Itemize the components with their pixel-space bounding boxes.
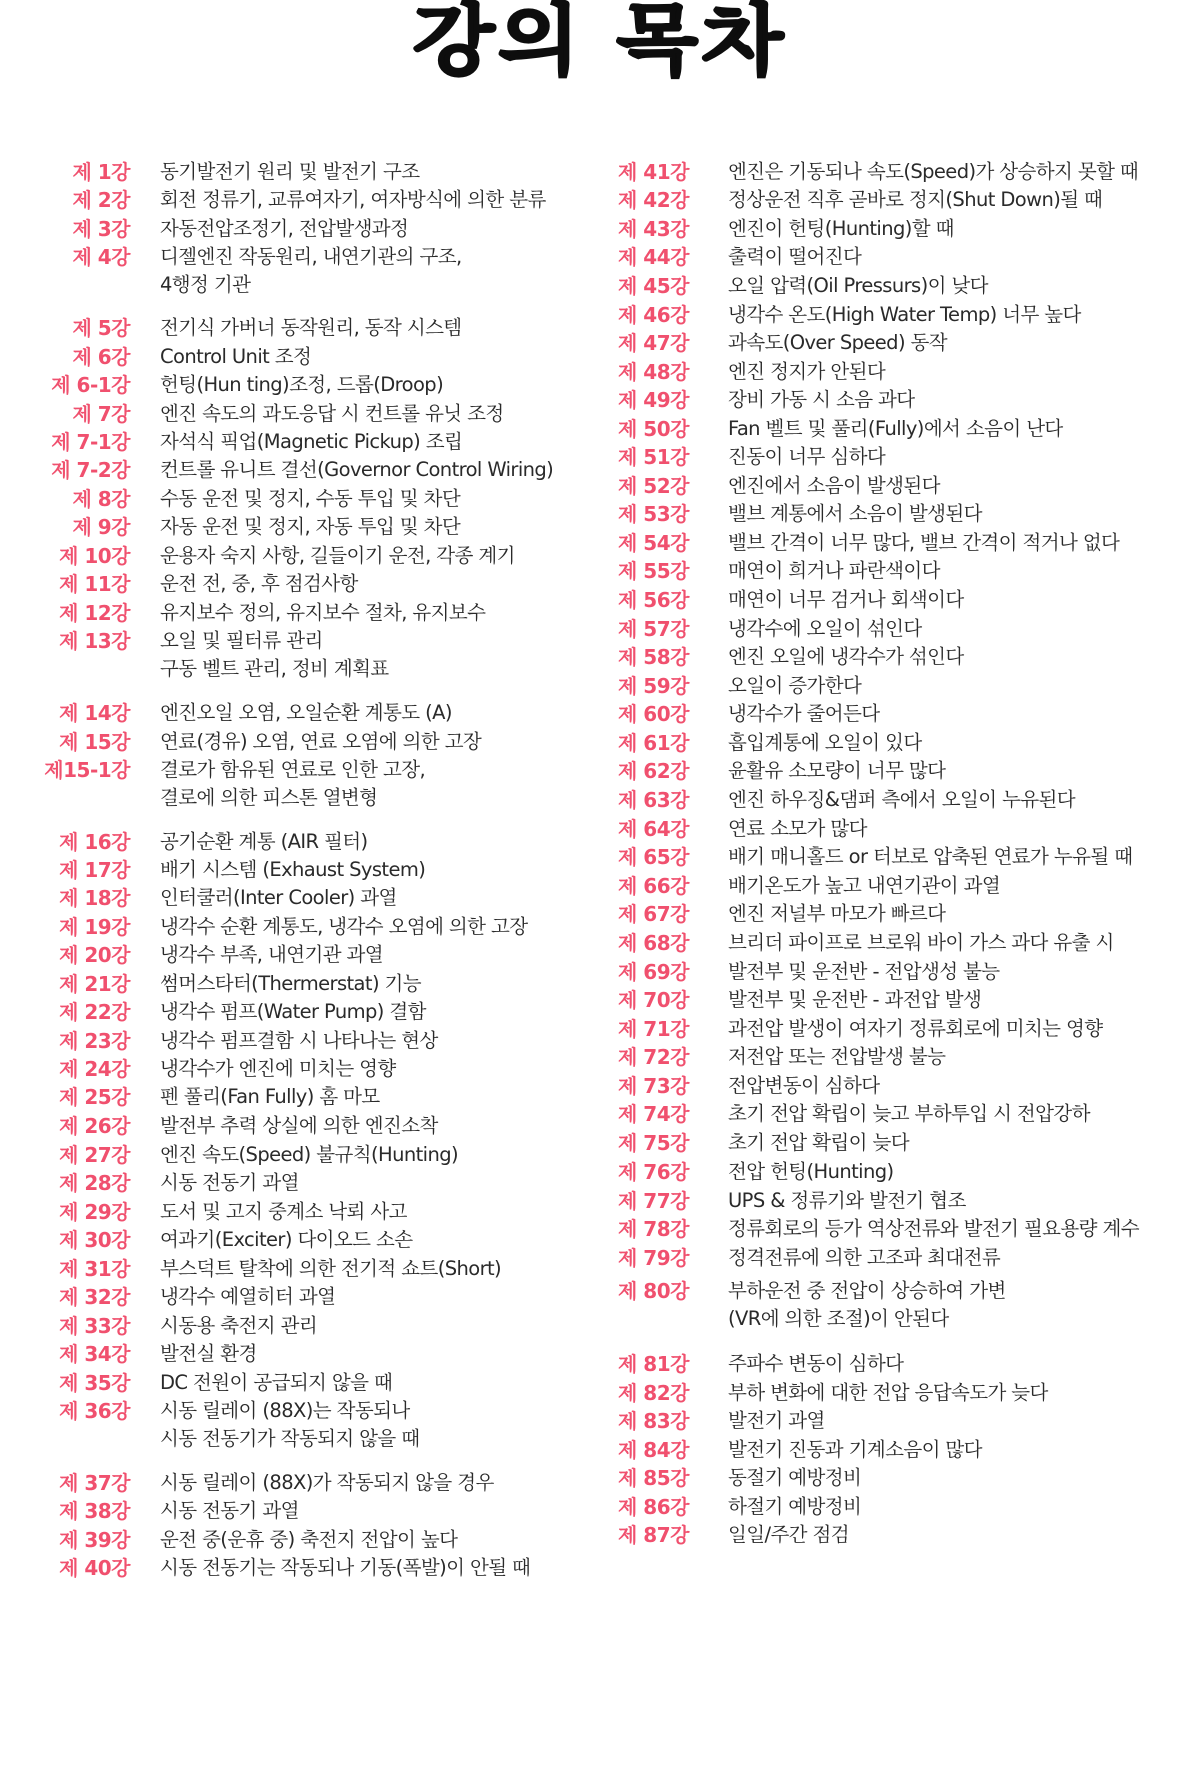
- lecture-title-line: 공기순환 계통 (AIR 필터): [160, 830, 368, 853]
- lecture-number: 제 5강: [72, 316, 130, 340]
- lecture-title: [728, 1407, 825, 1435]
- lecture-number: 제 34강: [59, 1342, 130, 1366]
- lecture-title-line: 시동 전동기가 작동되지 않을 때: [160, 1427, 420, 1450]
- lecture-title-line: 운용자 숙지 사항, 길들이기 운전, 각종 계기: [160, 544, 515, 567]
- lecture-title: [728, 986, 981, 1014]
- lecture-title: [728, 672, 861, 700]
- lecture-number: 제 57강: [618, 617, 689, 641]
- lecture-number: 제 24강: [59, 1057, 130, 1081]
- lecture-number: 제 44강: [618, 245, 689, 269]
- lecture-number: 제 56강: [618, 588, 689, 612]
- lecture-title-line: 초기 전압 확립이 늦고 부하투입 시 전압강하: [728, 1102, 1090, 1125]
- lecture-title-line: 과전압 발생이 여자기 정류회로에 미치는 영향: [728, 1017, 1103, 1040]
- lecture-title-line: 부스덕트 탈착에 의한 전기적 쇼트(Short): [160, 1257, 502, 1280]
- lecture-title: [160, 1397, 419, 1453]
- lecture-number: 제 55강: [618, 559, 689, 583]
- lecture-number: 제 50강: [618, 417, 689, 441]
- lecture-title: [728, 1521, 849, 1549]
- lecture-title: [160, 215, 408, 243]
- lecture-title-line: 결로가 함유된 연료로 인한 고장,: [160, 758, 426, 781]
- lecture-title: [160, 1497, 299, 1525]
- lecture-title: [160, 913, 527, 941]
- lecture-number: 제 28강: [59, 1171, 130, 1195]
- lecture-number: 제 67강: [618, 902, 689, 926]
- lecture-title: [728, 386, 915, 414]
- lecture-title-line: 시동 전동기는 작동되나 기동(폭발)이 안될 때: [160, 1556, 531, 1579]
- lecture-number: 제 49강: [618, 388, 689, 412]
- lecture-title-line: 냉각수에 오일이 섞인다: [728, 617, 922, 640]
- lecture-number: 제 22강: [59, 1000, 130, 1024]
- lecture-title-line: 엔진 속도(Speed) 불규칙(Hunting): [160, 1143, 458, 1166]
- lecture-title: [160, 970, 421, 998]
- lecture-number: 제 46강: [618, 303, 689, 327]
- lecture-number: 제 77강: [618, 1189, 689, 1213]
- lecture-number: 제 14강: [59, 701, 130, 725]
- lecture-title: [728, 1100, 1090, 1128]
- lecture-number: 제 37강: [59, 1471, 130, 1495]
- lecture-title-line: 동기발전기 원리 및 발전기 구조: [160, 160, 420, 183]
- lecture-title: [728, 1158, 894, 1186]
- lecture-title-line: 냉각수가 줄어든다: [728, 702, 880, 725]
- lecture-title-line: 엔진오일 오염, 오일순환 계통도 (A): [160, 701, 452, 724]
- lecture-title-line: 밸브 간격이 너무 많다, 밸브 간격이 적거나 없다: [728, 531, 1120, 554]
- lecture-title: [160, 728, 481, 756]
- lecture-title-line: 진동이 너무 심하다: [728, 445, 886, 468]
- lecture-title-line: 브리더 파이프로 브로워 바이 가스 과다 유출 시: [728, 931, 1114, 954]
- lecture-title-line: 발전기 진동과 기계소음이 많다: [728, 1438, 982, 1461]
- lecture-title-line: 운전 전, 중, 후 점검사항: [160, 572, 358, 595]
- lecture-title-line: 매연이 너무 검거나 회색이다: [728, 588, 964, 611]
- lecture-number: 제 58강: [618, 645, 689, 669]
- lecture-title: [728, 643, 964, 671]
- lecture-title: [728, 1493, 861, 1521]
- lecture-title: [728, 358, 885, 386]
- lecture-number: 제 42강: [618, 188, 689, 212]
- lecture-number: 제 19강: [59, 915, 130, 939]
- lecture-title: [728, 1215, 1139, 1243]
- lecture-title: [160, 1554, 530, 1582]
- lecture-title-line: 배기 시스템 (Exhaust System): [160, 858, 426, 881]
- lecture-title-line: 인터쿨러(Inter Cooler) 과열: [160, 886, 397, 909]
- lecture-title: [160, 1083, 380, 1111]
- lecture-number: 제 6강: [72, 345, 130, 369]
- lecture-title-line: 초기 전압 확립이 늦다: [728, 1131, 909, 1154]
- lecture-title: [728, 729, 922, 757]
- lecture-title-line: 냉각수 펌프결함 시 나타나는 현상: [160, 1029, 438, 1052]
- lecture-title: [728, 1436, 982, 1464]
- lecture-number: 제 48강: [618, 360, 689, 384]
- lecture-number: 제 81강: [618, 1352, 689, 1376]
- lecture-title: [160, 1226, 412, 1254]
- lecture-title-line: 윤활유 소모량이 너무 많다: [728, 759, 946, 782]
- lecture-title-line: 저전압 또는 전압발생 불능: [728, 1045, 946, 1068]
- lecture-number: 제 87강: [618, 1523, 689, 1547]
- lecture-number: 제 25강: [59, 1085, 130, 1109]
- lecture-number: 제 23강: [59, 1029, 130, 1053]
- lecture-title-line: 전기식 가버너 동작원리, 동작 시스템: [160, 316, 462, 339]
- lecture-number: 제15-1강: [44, 758, 130, 782]
- lecture-title-line: 발전부 추력 상실에 의한 엔진소착: [160, 1114, 438, 1137]
- lecture-number: 제 1강: [72, 160, 130, 184]
- lecture-number: 제 84강: [618, 1438, 689, 1462]
- lecture-title-line: 오일이 증가한다: [728, 674, 862, 697]
- lecture-number: 제 39강: [59, 1528, 130, 1552]
- lecture-title-line: 부하 변화에 대한 전압 응답속도가 늦다: [728, 1381, 1048, 1404]
- lecture-number: 제 29강: [59, 1200, 130, 1224]
- lecture-title: [728, 415, 1063, 443]
- lecture-title: [160, 1369, 392, 1397]
- lecture-title-line: 자동 운전 및 정지, 자동 투입 및 차단: [160, 515, 461, 538]
- lecture-title-line: 냉각수 펌프(Water Pump) 결함: [160, 1000, 426, 1023]
- lecture-title-line: 펜 풀리(Fan Fully) 홈 마모: [160, 1085, 380, 1108]
- lecture-title: [160, 1340, 257, 1368]
- lecture-number: 제 13강: [59, 629, 130, 653]
- lecture-number: 제 11강: [59, 572, 130, 596]
- lecture-number: 제 80강: [618, 1279, 689, 1303]
- lecture-title: [728, 272, 988, 300]
- lecture-title-line: 엔진이 헌팅(Hunting)할 때: [728, 217, 954, 240]
- lecture-title-line: 주파수 변동이 심하다: [728, 1352, 904, 1375]
- lecture-title: [160, 1255, 501, 1283]
- lecture-number: 제 64강: [618, 817, 689, 841]
- lecture-title: [728, 329, 947, 357]
- lecture-title-line: 구동 벨트 관리, 정비 계획표: [160, 657, 389, 680]
- lecture-title-line: 냉각수가 엔진에 미치는 영향: [160, 1057, 396, 1080]
- lecture-title: [728, 1129, 909, 1157]
- lecture-title: [160, 1055, 396, 1083]
- lecture-number: 제 18강: [59, 886, 130, 910]
- lecture-number: 제 72강: [618, 1045, 689, 1069]
- lecture-number: 제 30강: [59, 1228, 130, 1252]
- lecture-title-line: 과속도(Over Speed) 동작: [728, 331, 948, 354]
- lecture-title: [728, 1244, 1000, 1272]
- lecture-number: 제 9강: [72, 515, 130, 539]
- lecture-title-line: 하절기 예방정비: [728, 1495, 862, 1518]
- lecture-title-line: 발전기 과열: [728, 1409, 825, 1432]
- lecture-title-line: 여과기(Exciter) 다이오드 소손: [160, 1228, 413, 1251]
- lecture-number: 제 68강: [618, 931, 689, 955]
- lecture-title: [728, 529, 1119, 557]
- lecture-number: 제 33강: [59, 1314, 130, 1338]
- lecture-title: [728, 843, 1132, 871]
- lecture-title: [728, 472, 940, 500]
- lecture-title-line: 시동 릴레이 (88X)가 작동되지 않을 경우: [160, 1471, 494, 1494]
- lecture-number: 제 51강: [618, 445, 689, 469]
- lecture-title-line: 부하운전 중 전압이 상승하여 가변: [728, 1279, 1006, 1302]
- lecture-number: 제 7-2강: [51, 458, 130, 482]
- lecture-number: 제 36강: [59, 1399, 130, 1423]
- lecture-number: 제 41강: [618, 160, 689, 184]
- lecture-number: 제 73강: [618, 1074, 689, 1098]
- lecture-number: 제 43강: [618, 217, 689, 241]
- lecture-title-line: 정류회로의 등가 역상전류와 발전기 필요용량 계수: [728, 1217, 1139, 1240]
- lecture-title-line: 엔진에서 소음이 발생된다: [728, 474, 940, 497]
- lecture-title-line: DC 전원이 공급되지 않을 때: [160, 1371, 393, 1394]
- lecture-title: [160, 428, 462, 456]
- lecture-number: 제 59강: [618, 674, 689, 698]
- lecture-title-line: 오일 및 필터류 관리: [160, 629, 323, 652]
- lecture-title-line: 연료(경유) 오염, 연료 오염에 의한 고장: [160, 730, 482, 753]
- lecture-title-line: 유지보수 정의, 유지보수 절차, 유지보수: [160, 601, 486, 624]
- lecture-title-line: Fan 벨트 및 풀리(Fully)에서 소음이 난다: [728, 417, 1063, 440]
- lecture-title: [728, 301, 1081, 329]
- lecture-title: [160, 1469, 494, 1497]
- lecture-number: 제 6-1강: [51, 373, 130, 397]
- lecture-number: 제 8강: [72, 487, 130, 511]
- lecture-title-line: 시동 전동기 과열: [160, 1499, 299, 1522]
- lecture-title: [160, 1141, 458, 1169]
- lecture-title: [160, 314, 462, 342]
- lecture-title: [728, 1464, 861, 1492]
- lecture-title: [728, 872, 1000, 900]
- lecture-title: [160, 856, 425, 884]
- lecture-number: 제 82강: [618, 1381, 689, 1405]
- lecture-title: [728, 158, 1138, 186]
- lecture-number: 제 17강: [59, 858, 130, 882]
- lecture-title: [728, 700, 880, 728]
- lecture-number: 제 4강: [72, 245, 130, 269]
- lecture-number: 제 85강: [618, 1466, 689, 1490]
- lecture-title: [160, 1112, 438, 1140]
- lecture-number: 제 52강: [618, 474, 689, 498]
- lecture-number: 제 79강: [618, 1246, 689, 1270]
- lecture-title: [728, 586, 964, 614]
- lecture-number: 제 63강: [618, 788, 689, 812]
- lecture-title-line: 자석식 픽업(Magnetic Pickup) 조립: [160, 430, 463, 453]
- lecture-title-line: 배기온도가 높고 내연기관이 과열: [728, 874, 1001, 897]
- lecture-title: [160, 756, 425, 812]
- lecture-title: [160, 570, 358, 598]
- lecture-title: [160, 485, 460, 513]
- lecture-title: [728, 1072, 880, 1100]
- lecture-title: [728, 557, 940, 585]
- lecture-title-line: 썸머스타터(Thermerstat) 기능: [160, 972, 422, 995]
- lecture-title-line: 4행정 기관: [160, 273, 251, 296]
- lecture-title: [728, 1350, 903, 1378]
- lecture-number: 제 60강: [618, 702, 689, 726]
- lecture-number: 제 66강: [618, 874, 689, 898]
- page-title: 강의 목차: [413, 0, 787, 86]
- lecture-title-line: 엔진 하우징&댐퍼 측에서 오일이 누유된다: [728, 788, 1076, 811]
- lecture-title: [728, 1187, 966, 1215]
- lecture-title: [160, 884, 397, 912]
- lecture-title: [160, 627, 389, 683]
- lecture-title-line: 냉각수 예열히터 과열: [160, 1285, 336, 1308]
- lecture-title: [160, 1198, 407, 1226]
- lecture-number: 제 7강: [72, 402, 130, 426]
- lecture-title-line: 자동전압조정기, 전압발생과정: [160, 217, 409, 240]
- lecture-title: [160, 456, 553, 484]
- lecture-title: [160, 1526, 457, 1554]
- lecture-number: 제 78강: [618, 1217, 689, 1241]
- lecture-number: 제 10강: [59, 544, 130, 568]
- lecture-title-line: UPS & 정류기와 발전기 협조: [728, 1189, 966, 1212]
- lecture-number: 제 54강: [618, 531, 689, 555]
- lecture-title-line: 엔진 저널부 마모가 빠르다: [728, 902, 946, 925]
- lecture-title-line: 연료 소모가 많다: [728, 817, 867, 840]
- lecture-title-line: 회전 정류기, 교류여자기, 여자방식에 의한 분류: [160, 188, 546, 211]
- lecture-title: [160, 542, 515, 570]
- lecture-number: 제 27강: [59, 1143, 130, 1167]
- lecture-title-line: 결로에 의한 피스톤 열변형: [160, 786, 378, 809]
- lecture-number: 제 70강: [618, 988, 689, 1012]
- lecture-title: [160, 1027, 438, 1055]
- lecture-title: [728, 815, 867, 843]
- lecture-number: 제 15강: [59, 730, 130, 754]
- lecture-title: [160, 400, 504, 428]
- lecture-title: [728, 243, 861, 271]
- lecture-title-line: 엔진은 기동되나 속도(Speed)가 상승하지 못할 때: [728, 160, 1139, 183]
- lecture-title-line: 냉각수 온도(High Water Temp) 너무 높다: [728, 303, 1081, 326]
- lecture-title-line: 정상운전 직후 곧바로 정지(Shut Down)될 때: [728, 188, 1103, 211]
- lecture-title-line: (VR에 의한 조절)이 안된다: [728, 1307, 949, 1330]
- lecture-title-line: 시동 릴레이 (88X)는 작동되나: [160, 1399, 410, 1422]
- lecture-title: [160, 599, 485, 627]
- lecture-number: 제 12강: [59, 601, 130, 625]
- lecture-title: [160, 998, 426, 1026]
- lecture-title-line: 밸브 계통에서 소음이 발생된다: [728, 502, 982, 525]
- lecture-title: [160, 371, 443, 399]
- lecture-number: 제 83강: [618, 1409, 689, 1433]
- lecture-title-line: 전압변동이 심하다: [728, 1074, 880, 1097]
- lecture-title-line: 디젤엔진 작동원리, 내연기관의 구조,: [160, 245, 462, 268]
- lecture-number: 제 86강: [618, 1495, 689, 1519]
- lecture-title-line: 발전부 및 운전반 - 과전압 발생: [728, 988, 982, 1011]
- lecture-title: [160, 343, 311, 371]
- lecture-title-line: 오일 압력(Oil Pressurs)이 낮다: [728, 274, 988, 297]
- lecture-title: [160, 941, 383, 969]
- lecture-title-line: 매연이 희거나 파란색이다: [728, 559, 940, 582]
- lecture-title: [160, 243, 462, 299]
- lecture-title: [728, 615, 922, 643]
- lecture-title-line: 엔진 정지가 안된다: [728, 360, 886, 383]
- lecture-number: 제 45강: [618, 274, 689, 298]
- lecture-title: [728, 1379, 1048, 1407]
- lecture-title: [728, 900, 945, 928]
- lecture-title: [728, 1015, 1103, 1043]
- lecture-number: 제 74강: [618, 1102, 689, 1126]
- lecture-number: 제 65강: [618, 845, 689, 869]
- lecture-title-line: 흡입계통에 오일이 있다: [728, 731, 922, 754]
- lecture-title-line: 수동 운전 및 정지, 수동 투입 및 차단: [160, 487, 461, 510]
- lecture-title: [160, 513, 460, 541]
- lecture-number: 제 47강: [618, 331, 689, 355]
- lecture-number: 제 69강: [618, 960, 689, 984]
- lecture-title-line: 정격전류에 의한 고조파 최대전류: [728, 1246, 1001, 1269]
- lecture-title: [160, 158, 419, 186]
- lecture-title: [728, 958, 1000, 986]
- lecture-title-line: 발전실 환경: [160, 1342, 257, 1365]
- lecture-number: 제 61강: [618, 731, 689, 755]
- lecture-title-line: 전압 헌팅(Hunting): [728, 1160, 894, 1183]
- lecture-title: [160, 828, 368, 856]
- lecture-number: 제 3강: [72, 217, 130, 241]
- lecture-number: 제 38강: [59, 1499, 130, 1523]
- lecture-number: 제 32강: [59, 1285, 130, 1309]
- lecture-title: [728, 443, 885, 471]
- lecture-title-line: Control Unit 조정: [160, 345, 312, 368]
- lecture-title-line: 도서 및 고지 중계소 낙뢰 사고: [160, 1200, 407, 1223]
- lecture-title-line: 엔진 오일에 냉각수가 섞인다: [728, 645, 964, 668]
- lecture-title: [160, 1169, 299, 1197]
- lecture-title: [728, 1277, 1006, 1333]
- lecture-number: 제 75강: [618, 1131, 689, 1155]
- lecture-title-line: 일일/주간 점검: [728, 1523, 849, 1546]
- lecture-title-line: 헌팅(Hun ting)조정, 드롭(Droop): [160, 373, 444, 396]
- lecture-title: [728, 500, 982, 528]
- lecture-title: [160, 186, 546, 214]
- lecture-number: 제 2강: [72, 188, 130, 212]
- lecture-title: [160, 1312, 317, 1340]
- lecture-title-line: 출력이 떨어진다: [728, 245, 862, 268]
- lecture-number: 제 71강: [618, 1017, 689, 1041]
- lecture-title: [728, 929, 1114, 957]
- lecture-title-line: 장비 가동 시 소음 과다: [728, 388, 915, 411]
- lecture-number: 제 40강: [59, 1556, 130, 1580]
- lecture-title-line: 운전 중(운휴 중) 축전지 전압이 높다: [160, 1528, 458, 1551]
- toc-right-column: [600, 0, 1200, 1778]
- lecture-number: 제 31강: [59, 1257, 130, 1281]
- lecture-title-line: 냉각수 순환 계통도, 냉각수 오염에 의한 고장: [160, 915, 528, 938]
- lecture-number: 제 53강: [618, 502, 689, 526]
- lecture-title-line: 시동용 축전지 관리: [160, 1314, 318, 1337]
- lecture-title-line: 컨트롤 유니트 결선(Governor Control Wiring): [160, 458, 554, 481]
- lecture-title: [728, 1043, 945, 1071]
- lecture-title-line: 배기 매니홀드 or 터보로 압축된 연료가 누유될 때: [728, 845, 1133, 868]
- lecture-title: [160, 1283, 335, 1311]
- lecture-title-line: 발전부 및 운전반 - 전압생성 불능: [728, 960, 1000, 983]
- lecture-number: 제 76강: [618, 1160, 689, 1184]
- lecture-number: 제 26강: [59, 1114, 130, 1138]
- lecture-number: 제 16강: [59, 830, 130, 854]
- lecture-title: [728, 186, 1102, 214]
- lecture-number: 제 21강: [59, 972, 130, 996]
- lecture-number: 제 7-1강: [51, 430, 130, 454]
- lecture-number: 제 62강: [618, 759, 689, 783]
- lecture-title-line: 엔진 속도의 과도응답 시 컨트롤 유닛 조정: [160, 402, 504, 425]
- lecture-title-line: 시동 전동기 과열: [160, 1171, 299, 1194]
- lecture-title-line: 냉각수 부족, 내연기관 과열: [160, 943, 384, 966]
- lecture-title: [160, 699, 452, 727]
- lecture-title: [728, 757, 945, 785]
- lecture-title: [728, 215, 954, 243]
- lecture-title: [728, 786, 1075, 814]
- lecture-title-line: 동절기 예방정비: [728, 1466, 862, 1489]
- lecture-number: 제 20강: [59, 943, 130, 967]
- lecture-number: 제 35강: [59, 1371, 130, 1395]
